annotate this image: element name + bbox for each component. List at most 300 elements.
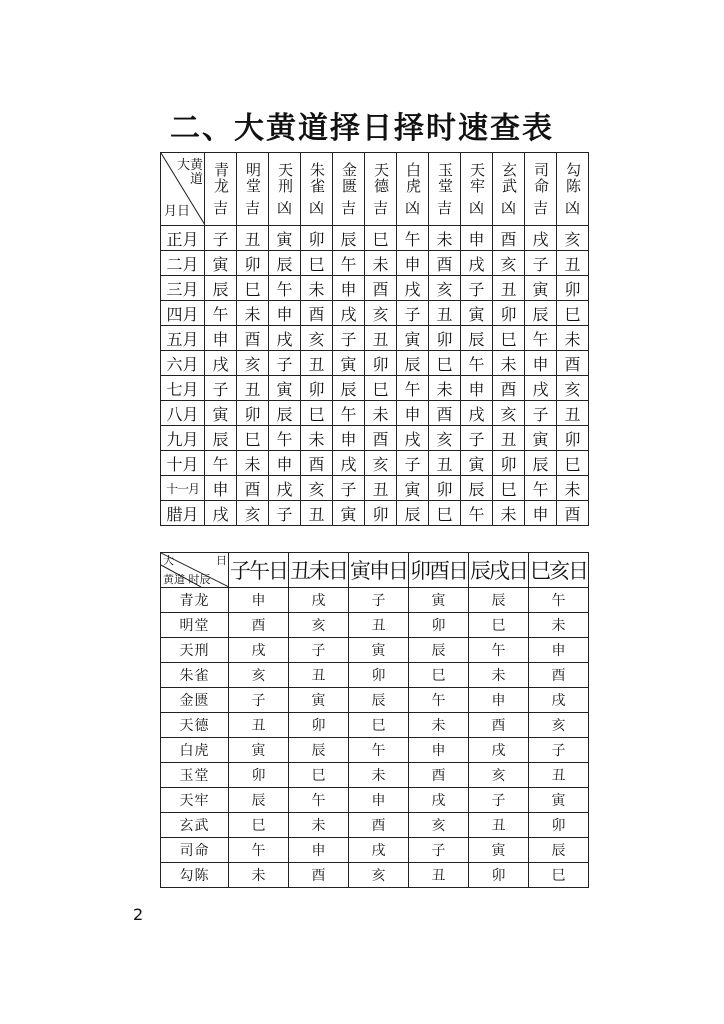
branch-cell: 卯 <box>557 276 589 301</box>
table-row <box>161 738 589 763</box>
branch-cell: 申 <box>461 226 493 251</box>
hour-cell: 辰 <box>529 838 589 863</box>
table-row <box>161 638 589 663</box>
branch-cell: 申 <box>205 476 237 501</box>
hour-cell: 未 <box>229 863 289 888</box>
page-title: 二、大黄道择日择时速查表 <box>170 111 554 146</box>
hour-cell: 丑 <box>409 863 469 888</box>
branch-cell: 辰 <box>269 401 301 426</box>
table-row <box>161 501 589 526</box>
corner2-label-right: 日 <box>216 554 225 567</box>
hour-cell: 卯 <box>409 613 469 638</box>
branch-cell: 戌 <box>461 401 493 426</box>
branch-cell: 未 <box>493 351 525 376</box>
month-label: 七月 <box>161 376 205 401</box>
table1-corner-cell <box>161 153 205 226</box>
branch-cell: 酉 <box>365 426 397 451</box>
table-row <box>161 688 589 713</box>
branch-cell: 酉 <box>365 276 397 301</box>
table2-header-row <box>161 553 589 588</box>
hour-cell: 卯 <box>529 813 589 838</box>
hour-cell: 戌 <box>469 738 529 763</box>
page-number: 2 <box>133 905 144 924</box>
table-row <box>161 251 589 276</box>
branch-cell: 辰 <box>205 276 237 301</box>
month-label: 正月 <box>161 226 205 251</box>
month-label: 九月 <box>161 426 205 451</box>
table-row <box>161 588 589 613</box>
branch-cell: 巳 <box>429 351 461 376</box>
branch-cell: 辰 <box>333 376 365 401</box>
hour-cell: 丑 <box>349 613 409 638</box>
branch-cell: 卯 <box>301 376 333 401</box>
hour-cell: 未 <box>469 663 529 688</box>
branch-cell: 戌 <box>525 226 557 251</box>
branch-cell: 卯 <box>237 401 269 426</box>
god-label: 玄武 <box>161 813 229 838</box>
branch-cell: 戌 <box>397 276 429 301</box>
god-luck: 吉 <box>372 198 388 217</box>
god-luck: 凶 <box>404 198 420 217</box>
branch-cell: 卯 <box>493 451 525 476</box>
corner2-label-bottom: 黄道 时辰 <box>163 573 211 586</box>
table-row <box>161 376 589 401</box>
hour-cell: 子 <box>349 588 409 613</box>
branch-cell: 戌 <box>333 451 365 476</box>
hour-cell: 辰 <box>469 588 529 613</box>
branch-cell: 子 <box>397 301 429 326</box>
god-label: 司命 <box>161 838 229 863</box>
god-name: 天牢 <box>468 161 486 194</box>
god-header-cell <box>237 153 269 226</box>
branch-cell: 卯 <box>301 226 333 251</box>
day-header-cell: 丑未日 <box>289 553 349 588</box>
branch-cell: 辰 <box>461 326 493 351</box>
month-label: 八月 <box>161 401 205 426</box>
branch-cell: 子 <box>333 326 365 351</box>
branch-cell: 巳 <box>429 501 461 526</box>
branch-cell: 寅 <box>269 226 301 251</box>
god-header-cell <box>493 153 525 226</box>
hour-cell: 丑 <box>529 763 589 788</box>
hour-cell: 午 <box>469 638 529 663</box>
branch-cell: 丑 <box>365 326 397 351</box>
god-header-cell <box>397 153 429 226</box>
god-header-cell <box>525 153 557 226</box>
hour-cell: 未 <box>529 613 589 638</box>
branch-cell: 亥 <box>557 226 589 251</box>
table-row <box>161 351 589 376</box>
table-row <box>161 226 589 251</box>
god-luck: 凶 <box>308 198 324 217</box>
table-row <box>161 813 589 838</box>
hour-cell: 午 <box>229 838 289 863</box>
branch-cell: 亥 <box>493 251 525 276</box>
branch-cell: 寅 <box>205 401 237 426</box>
god-header-cell <box>205 153 237 226</box>
hour-cell: 辰 <box>229 788 289 813</box>
branch-cell: 酉 <box>557 501 589 526</box>
hour-cell: 辰 <box>349 688 409 713</box>
branch-cell: 子 <box>269 351 301 376</box>
branch-cell: 戌 <box>461 251 493 276</box>
branch-cell: 午 <box>269 276 301 301</box>
hour-cell: 申 <box>289 838 349 863</box>
branch-cell: 巳 <box>237 426 269 451</box>
hour-cell: 丑 <box>229 713 289 738</box>
hour-cell: 酉 <box>529 663 589 688</box>
branch-cell: 亥 <box>301 326 333 351</box>
hour-cell: 巳 <box>529 863 589 888</box>
god-label: 明堂 <box>161 613 229 638</box>
god-name: 玉堂 <box>436 161 454 194</box>
god-luck: 吉 <box>436 198 452 217</box>
hour-cell: 卯 <box>229 763 289 788</box>
hour-cell: 子 <box>409 838 469 863</box>
month-label: 二月 <box>161 251 205 276</box>
branch-cell: 巳 <box>493 476 525 501</box>
branch-cell: 未 <box>237 301 269 326</box>
hour-cell: 卯 <box>349 663 409 688</box>
god-header-cell <box>429 153 461 226</box>
hour-cell: 戌 <box>349 838 409 863</box>
table-row <box>161 713 589 738</box>
branch-cell: 未 <box>557 326 589 351</box>
branch-cell: 亥 <box>301 476 333 501</box>
table-row <box>161 663 589 688</box>
branch-cell: 卯 <box>365 501 397 526</box>
hour-cell: 丑 <box>289 663 349 688</box>
god-header-cell <box>301 153 333 226</box>
branch-cell: 巳 <box>237 276 269 301</box>
branch-cell: 子 <box>461 276 493 301</box>
branch-cell: 巳 <box>301 401 333 426</box>
hour-cell: 丑 <box>469 813 529 838</box>
branch-cell: 午 <box>525 326 557 351</box>
branch-cell: 申 <box>397 401 429 426</box>
branch-cell: 申 <box>525 501 557 526</box>
hour-cell: 亥 <box>529 713 589 738</box>
table-row <box>161 476 589 501</box>
branch-cell: 申 <box>333 426 365 451</box>
branch-cell: 卯 <box>429 326 461 351</box>
branch-cell: 辰 <box>525 451 557 476</box>
branch-cell: 戌 <box>205 351 237 376</box>
branch-cell: 申 <box>205 326 237 351</box>
god-luck: 吉 <box>244 198 260 217</box>
hour-cell: 未 <box>409 713 469 738</box>
branch-cell: 丑 <box>237 226 269 251</box>
hour-cell: 午 <box>349 738 409 763</box>
branch-cell: 未 <box>429 226 461 251</box>
branch-cell: 未 <box>557 476 589 501</box>
hour-cell: 酉 <box>349 813 409 838</box>
branch-cell: 酉 <box>301 301 333 326</box>
branch-cell: 戌 <box>397 426 429 451</box>
hour-cell: 寅 <box>529 788 589 813</box>
branch-cell: 申 <box>333 276 365 301</box>
branch-cell: 卯 <box>557 426 589 451</box>
hour-cell: 酉 <box>229 613 289 638</box>
branch-cell: 丑 <box>429 451 461 476</box>
branch-cell: 巳 <box>301 251 333 276</box>
hour-cell: 寅 <box>349 638 409 663</box>
branch-cell: 未 <box>365 401 397 426</box>
branch-cell: 申 <box>269 451 301 476</box>
table-row <box>161 613 589 638</box>
hour-cell: 申 <box>529 638 589 663</box>
god-label: 朱雀 <box>161 663 229 688</box>
branch-cell: 卯 <box>493 301 525 326</box>
hour-cell: 巳 <box>469 613 529 638</box>
branch-cell: 亥 <box>365 451 397 476</box>
god-name: 明堂 <box>244 161 262 194</box>
god-name: 白虎 <box>404 161 422 194</box>
hour-cell: 午 <box>529 588 589 613</box>
table-row <box>161 426 589 451</box>
god-header-cell <box>557 153 589 226</box>
god-luck: 凶 <box>564 198 580 217</box>
month-label: 腊月 <box>161 501 205 526</box>
god-header-cell <box>365 153 397 226</box>
god-header-cell <box>333 153 365 226</box>
branch-cell: 申 <box>269 301 301 326</box>
corner-label-top: 大黄道 <box>176 158 203 187</box>
branch-cell: 丑 <box>493 276 525 301</box>
branch-cell: 寅 <box>525 426 557 451</box>
branch-cell: 酉 <box>237 326 269 351</box>
hour-cell: 卯 <box>469 863 529 888</box>
hour-cell: 戌 <box>529 688 589 713</box>
branch-cell: 卯 <box>429 476 461 501</box>
branch-cell: 辰 <box>525 301 557 326</box>
table-row <box>161 788 589 813</box>
branch-cell: 未 <box>429 376 461 401</box>
hour-cell: 子 <box>529 738 589 763</box>
branch-cell: 申 <box>461 376 493 401</box>
hour-cell: 未 <box>349 763 409 788</box>
branch-cell: 亥 <box>365 301 397 326</box>
branch-cell: 辰 <box>397 501 429 526</box>
month-label: 四月 <box>161 301 205 326</box>
hour-cell: 戌 <box>229 638 289 663</box>
branch-cell: 午 <box>333 401 365 426</box>
branch-cell: 戌 <box>269 476 301 501</box>
branch-cell: 巳 <box>365 226 397 251</box>
branch-cell: 子 <box>333 476 365 501</box>
branch-cell: 丑 <box>237 376 269 401</box>
god-label: 金匮 <box>161 688 229 713</box>
branch-cell: 酉 <box>493 376 525 401</box>
hour-cell: 亥 <box>469 763 529 788</box>
hour-cell: 申 <box>349 788 409 813</box>
branch-cell: 午 <box>269 426 301 451</box>
hour-cell: 申 <box>409 738 469 763</box>
hour-cell: 申 <box>229 588 289 613</box>
god-name: 天刑 <box>276 161 294 194</box>
branch-cell: 午 <box>461 351 493 376</box>
god-header-cell <box>461 153 493 226</box>
branch-cell: 巳 <box>557 451 589 476</box>
hour-cell: 午 <box>289 788 349 813</box>
branch-cell: 寅 <box>333 501 365 526</box>
hour-cell: 戌 <box>409 788 469 813</box>
branch-cell: 巳 <box>557 301 589 326</box>
branch-cell: 午 <box>397 226 429 251</box>
god-label: 勾陈 <box>161 863 229 888</box>
branch-cell: 辰 <box>205 426 237 451</box>
hour-cell: 午 <box>409 688 469 713</box>
branch-cell: 辰 <box>333 226 365 251</box>
god-header-cell <box>269 153 301 226</box>
hour-cell: 亥 <box>289 613 349 638</box>
branch-cell: 寅 <box>333 351 365 376</box>
god-luck: 凶 <box>468 198 484 217</box>
branch-cell: 未 <box>237 451 269 476</box>
month-day-table <box>160 152 589 526</box>
branch-cell: 卯 <box>237 251 269 276</box>
branch-cell: 未 <box>301 426 333 451</box>
branch-cell: 未 <box>365 251 397 276</box>
branch-cell: 未 <box>301 276 333 301</box>
table1-header-row <box>161 153 589 226</box>
god-label: 天德 <box>161 713 229 738</box>
branch-cell: 酉 <box>237 476 269 501</box>
hour-cell: 戌 <box>289 588 349 613</box>
table-row <box>161 276 589 301</box>
god-name: 玄武 <box>500 161 518 194</box>
branch-cell: 酉 <box>557 351 589 376</box>
hour-cell: 酉 <box>409 763 469 788</box>
table-row <box>161 863 589 888</box>
branch-cell: 丑 <box>365 476 397 501</box>
branch-cell: 戌 <box>205 501 237 526</box>
god-luck: 吉 <box>340 198 356 217</box>
branch-cell: 寅 <box>525 276 557 301</box>
branch-cell: 卯 <box>365 351 397 376</box>
branch-cell: 子 <box>397 451 429 476</box>
god-luck: 吉 <box>532 198 548 217</box>
branch-cell: 戌 <box>333 301 365 326</box>
god-luck: 凶 <box>500 198 516 217</box>
table-row <box>161 326 589 351</box>
branch-cell: 午 <box>333 251 365 276</box>
branch-cell: 午 <box>397 376 429 401</box>
hour-cell: 子 <box>229 688 289 713</box>
god-label: 玉堂 <box>161 763 229 788</box>
day-header-cell: 巳亥日 <box>529 553 589 588</box>
god-label: 天刑 <box>161 638 229 663</box>
branch-cell: 午 <box>205 451 237 476</box>
branch-cell: 申 <box>525 351 557 376</box>
branch-cell: 巳 <box>365 376 397 401</box>
branch-cell: 戌 <box>269 326 301 351</box>
branch-cell: 寅 <box>397 476 429 501</box>
branch-cell: 寅 <box>461 451 493 476</box>
god-name: 司命 <box>532 161 550 194</box>
branch-cell: 亥 <box>237 501 269 526</box>
month-label: 十月 <box>161 451 205 476</box>
hour-cell: 巳 <box>349 713 409 738</box>
hour-cell: 卯 <box>289 713 349 738</box>
hour-cell: 酉 <box>289 863 349 888</box>
hour-cell: 辰 <box>409 638 469 663</box>
branch-cell: 午 <box>205 301 237 326</box>
branch-cell: 酉 <box>429 401 461 426</box>
corner-label-bottom: 月日 <box>164 204 191 219</box>
branch-cell: 亥 <box>493 401 525 426</box>
branch-cell: 子 <box>205 226 237 251</box>
god-name: 青龙 <box>212 161 230 194</box>
branch-cell: 寅 <box>397 326 429 351</box>
hour-cell: 子 <box>289 638 349 663</box>
branch-cell: 辰 <box>269 251 301 276</box>
branch-cell: 子 <box>205 376 237 401</box>
branch-cell: 午 <box>525 476 557 501</box>
branch-cell: 酉 <box>301 451 333 476</box>
branch-cell: 丑 <box>493 426 525 451</box>
table-row <box>161 301 589 326</box>
branch-cell: 丑 <box>557 251 589 276</box>
god-name: 天德 <box>372 161 390 194</box>
branch-cell: 巳 <box>493 326 525 351</box>
god-name: 金匮 <box>340 161 358 194</box>
hour-cell: 申 <box>469 688 529 713</box>
hour-cell: 亥 <box>349 863 409 888</box>
hour-cell: 亥 <box>409 813 469 838</box>
table-row <box>161 451 589 476</box>
branch-cell: 丑 <box>301 351 333 376</box>
branch-cell: 亥 <box>429 276 461 301</box>
god-label: 白虎 <box>161 738 229 763</box>
god-name: 勾陈 <box>564 161 582 194</box>
branch-cell: 亥 <box>429 426 461 451</box>
branch-cell: 申 <box>397 251 429 276</box>
hour-cell: 寅 <box>289 688 349 713</box>
hour-cell: 酉 <box>469 713 529 738</box>
branch-cell: 辰 <box>397 351 429 376</box>
hour-cell: 巳 <box>229 813 289 838</box>
branch-cell: 寅 <box>461 301 493 326</box>
branch-cell: 辰 <box>461 476 493 501</box>
god-label: 天牢 <box>161 788 229 813</box>
month-label: 六月 <box>161 351 205 376</box>
branch-cell: 丑 <box>429 301 461 326</box>
table-row <box>161 401 589 426</box>
day-header-cell: 辰戌日 <box>469 553 529 588</box>
branch-cell: 午 <box>461 501 493 526</box>
hour-cell: 巳 <box>409 663 469 688</box>
hour-cell: 辰 <box>289 738 349 763</box>
branch-cell: 丑 <box>301 501 333 526</box>
month-label: 三月 <box>161 276 205 301</box>
table-row <box>161 838 589 863</box>
hour-cell: 寅 <box>469 838 529 863</box>
branch-cell: 酉 <box>493 226 525 251</box>
hour-cell: 巳 <box>289 763 349 788</box>
hour-cell: 寅 <box>409 588 469 613</box>
god-name: 朱雀 <box>308 161 326 194</box>
branch-cell: 寅 <box>205 251 237 276</box>
branch-cell: 酉 <box>429 251 461 276</box>
god-luck: 凶 <box>276 198 292 217</box>
month-label: 十一月 <box>161 476 205 501</box>
branch-cell: 亥 <box>237 351 269 376</box>
branch-cell: 子 <box>461 426 493 451</box>
branch-cell: 丑 <box>557 401 589 426</box>
branch-cell: 子 <box>525 251 557 276</box>
god-luck: 吉 <box>212 198 228 217</box>
